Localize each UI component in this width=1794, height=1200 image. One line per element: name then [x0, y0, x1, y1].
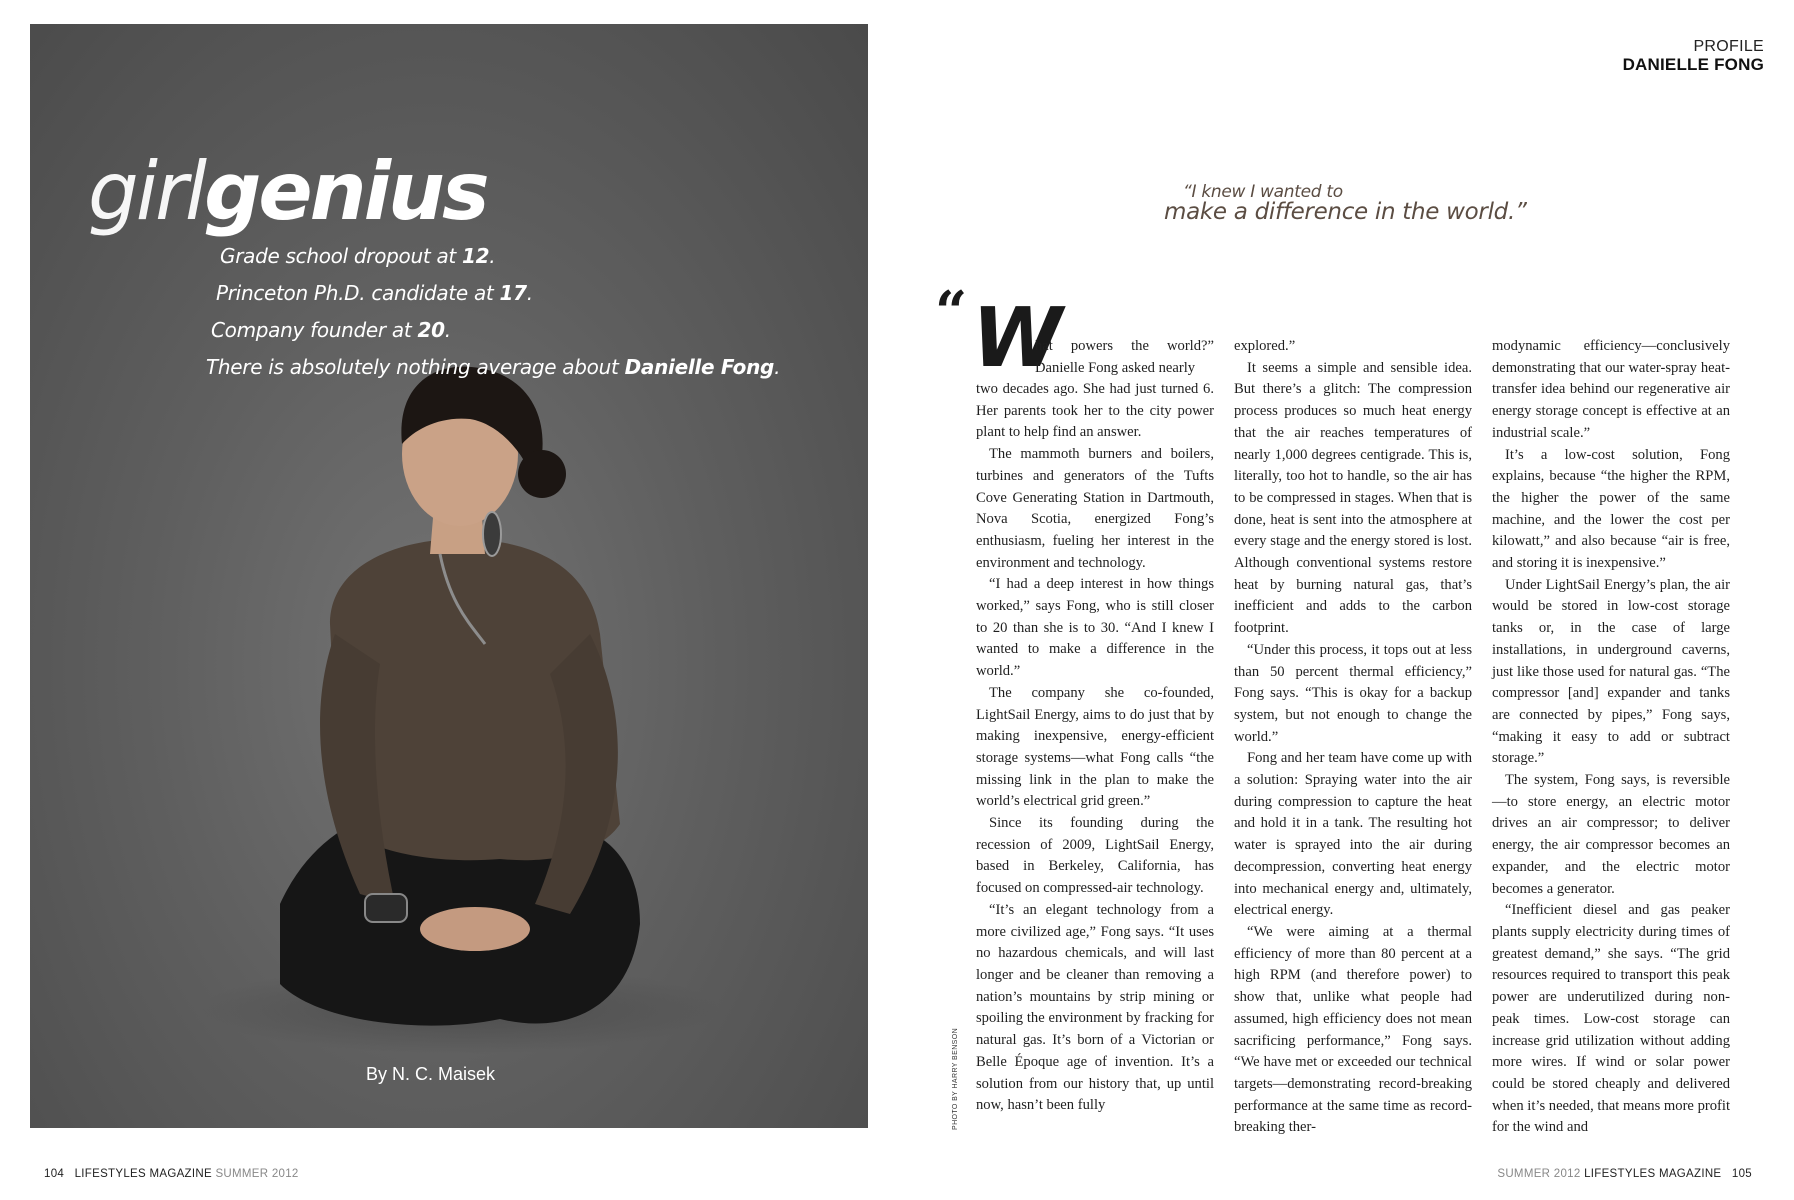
paragraph: It’s a low-cost solution, Fong explains, because “the higher the RPM, the higher the power of the same machine, and the lower the cost per kilowatt,” and also because “air is free, and storing it is inexpensive.” [1492, 446, 1730, 572]
article-title [88, 145, 487, 238]
pull-quote-line2: make a difference in the world.” [1164, 199, 1527, 225]
page-number-left: 104 [44, 1168, 65, 1180]
photo-credit: PHOTO BY HARRY BENSON [952, 1027, 959, 1130]
magazine-name-left: LIFESTYLES MAGAZINE [74, 1168, 212, 1180]
title-light: girl [88, 145, 205, 238]
issue-left: SUMMER 2012 [215, 1168, 299, 1180]
cover-photo [30, 24, 868, 1128]
column-1-lead: hat powers the world?” Danielle Fong asked nearly [1035, 338, 1214, 376]
tagline-4: There is absolutely nothing average about Danielle Fong. [206, 355, 781, 379]
paragraph: explored.” [1234, 338, 1296, 354]
paragraph: It seems a simple and sensible idea. But there’s a glitch: The compression process produces so much heat energy that the air reaches temperatures of nearly 1,000 degrees centigrade. This is, literally, too hot to handle, so the air has to be compressed in stages. When that is done, heat is sent into the atmosphere at every stage and the energy stored is lost. Although conventional systems restore heat by burning natural gas, that’s inefficient and adds to the carbon footprint. [1234, 359, 1472, 637]
paragraph: two decades ago. She had just turned 6. Her parents took her to the city power plant to help find an answer. [976, 381, 1214, 441]
tagline-3: Company founder at 20. [211, 318, 451, 342]
title-bold: genius [204, 145, 487, 238]
paragraph: Fong and her team have come up with a solution: Spraying water into the air during compression to capture the heat and hold it in a tank. The resulting hot water is sprayed into the air during decompression, converting heat energy into mechanical energy and, ultimately, electrical energy. [1234, 750, 1472, 919]
footer-right [1497, 1168, 1752, 1180]
drop-cap-letter: W [972, 291, 1059, 386]
byline: By N. C. Maisek [366, 1064, 496, 1084]
profile-name: DANIELLE FONG [1622, 55, 1764, 74]
paragraph: “It’s an elegant technology from a more civilized age,” Fong says. “It uses no hazardous chemicals, and will last longer and be cleaner than removing a nation’s mountains by strip mining or spoiling the environment by fracking for natural gas. It’s born of a Victorian or Belle Époque age of invention. It’s a solution from our history that, up until now, hasn’t been fully [976, 901, 1214, 1114]
paragraph: modynamic efficiency—conclusively demonstrating that our water-spray heat-transfer idea behind our regenerative air energy storage concept is effective at an industrial scale.” [1492, 338, 1730, 441]
article-column-3 [1492, 336, 1730, 1139]
section-header [1623, 38, 1764, 74]
section-label: PROFILE [1693, 38, 1764, 55]
paragraph: “Under this process, it tops out at less than 50 percent thermal efficiency,” Fong says. “This is okay for a backup system, but not enough to change the world.” [1234, 641, 1472, 745]
tagline-1: Grade school dropout at 12. [220, 244, 496, 268]
article-column-1 [976, 379, 1214, 1117]
footer-left [44, 1168, 299, 1180]
paragraph: “I had a deep interest in how things worked,” says Fong, who is still closer to 20 than she is to 30. “And I knew I wanted to make a difference in the world.” [976, 576, 1214, 680]
paragraph: The system, Fong says, is reversible—to store energy, an electric motor drives an air compressor; to deliver energy, the air compressor becomes an expander, and the electric motor becomes a generator. [1492, 772, 1730, 897]
paragraph: Since its founding during the recession of 2009, LightSail Energy, based in Berkeley, California, has focused on compressed-air technology. [976, 815, 1214, 897]
article-column-2 [1234, 336, 1472, 1139]
issue-right: SUMMER 2012 [1497, 1168, 1581, 1180]
paragraph: “Inefficient diesel and gas peaker plants supply electricity during times of greatest demand,” she says. “The grid resources required to transport this peak power are underutilized during non-peak times. Low-cost storage can increase grid utilization without adding more wires. If wind or solar power could be stored cheaply and delivered when it’s needed, that means more profit for the wind and [1492, 902, 1730, 1136]
pull-quote-line1: “I knew I wanted to [1183, 182, 1343, 202]
paragraph: The company she co-founded, LightSail Energy, aims to do just that by making inexpensive, energy-efficient storage systems—what Fong calls “the missing link in the plan to make the world’s electrical grid green.” [976, 684, 1214, 810]
paragraph: “We were aiming at a thermal efficiency of more than 80 percent at a high RPM (and therefore power) to show that, unlike what people had assumed, high efficiency does not mean sacrificing performance,” Fong says. “We have met or exceeded our technical targets—demonstrating record-breaking performance at the same time as record-breaking ther- [1234, 923, 1472, 1136]
paragraph: The mammoth burners and boilers, turbines and generators of the Tufts Cove Generating Station in Dartmouth, Nova Scotia, energized Fong’s enthusiasm, fueling her interest in the environment and technology. [976, 446, 1214, 571]
paragraph: Under LightSail Energy’s plan, the air would be stored in low-cost storage tanks or, in the case of large installations, in underground caverns, just like those used for natural gas. “The compressor [and] expander and tanks are connected by pipes,” Fong says, “making it easy to add or subtract storage.” [1492, 576, 1730, 767]
magazine-name-right: LIFESTYLES MAGAZINE [1584, 1168, 1722, 1180]
tagline-2: Princeton Ph.D. candidate at 17. [216, 281, 533, 305]
page-number-right: 105 [1731, 1168, 1752, 1180]
drop-quote-mark: “ [935, 279, 968, 345]
